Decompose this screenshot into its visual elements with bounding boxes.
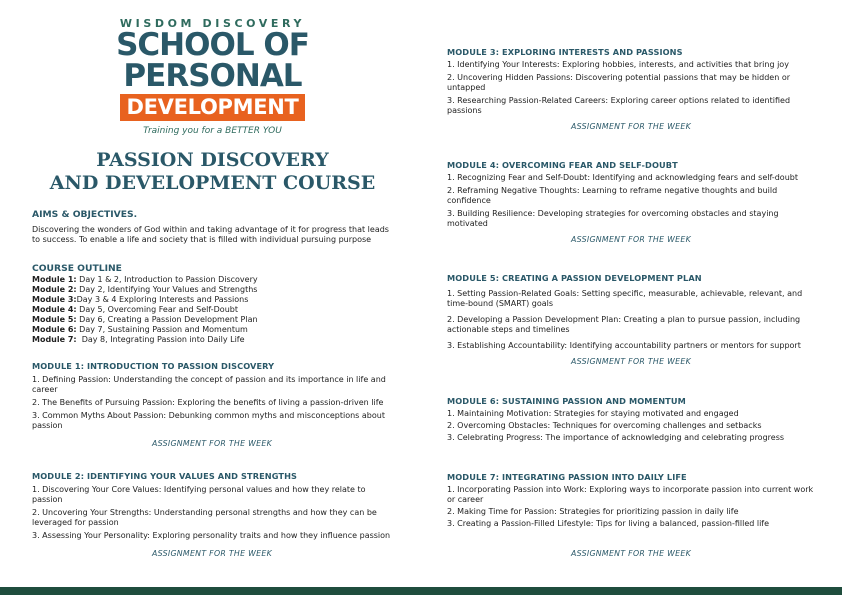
outline-module-text: Day 8, Integrating Passion into Daily Life bbox=[76, 335, 245, 344]
logo-line3: DEVELOPMENT bbox=[120, 94, 304, 121]
module-item: 1. Setting Passion-Related Goals: Setting specific, measurable, achievable, relevant, and time-bound (SMART) goals bbox=[447, 289, 803, 308]
course-title bbox=[40, 149, 385, 195]
module-item: 3. Assessing Your Personality: Exploring personality traits and how they influence passion bbox=[32, 531, 391, 540]
module-1-section bbox=[32, 361, 392, 448]
outline-row bbox=[32, 325, 392, 335]
aims-text: Discovering the wonders of God within and taking advantage of it for progress that leads to success. To enable a life and society that is filled with individual pursuing purpose bbox=[32, 225, 389, 244]
outline-list bbox=[32, 275, 392, 345]
outline-heading: COURSE OUTLINE bbox=[32, 263, 122, 274]
course-title-line2: AND DEVELOPMENT COURSE bbox=[49, 172, 376, 194]
module-item: 3. Building Resilience: Developing strategies for overcoming obstacles and staying motivated bbox=[447, 209, 779, 228]
assignment-label: ASSIGNMENT FOR THE WEEK bbox=[152, 439, 272, 448]
module-item: 2. Making Time for Passion: Strategies for prioritizing passion in daily life bbox=[447, 507, 739, 516]
outline-module-label: Module 6: bbox=[32, 325, 77, 334]
logo-line2: PERSONAL bbox=[123, 58, 302, 94]
outline-module-label: Module 4: bbox=[32, 305, 77, 314]
outline-row bbox=[32, 335, 392, 345]
assignment-label: ASSIGNMENT FOR THE WEEK bbox=[571, 357, 691, 366]
module-item: 3. Creating a Passion-Filled Lifestyle: Tips for living a balanced, passion-filled life bbox=[447, 519, 770, 528]
outline-module-label: Module 2: bbox=[32, 285, 77, 294]
module-item: 1. Incorporating Passion into Work: Exploring ways to incorporate passion into current work or career bbox=[447, 485, 814, 504]
outline-row bbox=[32, 285, 392, 295]
module-3-section bbox=[447, 47, 815, 131]
module-item: 2. Uncovering Hidden Passions: Discovering potential passions that may be hidden or untapped bbox=[447, 73, 790, 92]
assignment-label: ASSIGNMENT FOR THE WEEK bbox=[571, 235, 691, 244]
assignment-label: ASSIGNMENT FOR THE WEEK bbox=[571, 122, 691, 131]
outline-row bbox=[32, 305, 392, 315]
module-7-section bbox=[447, 472, 815, 558]
outline-module-text: Day 7, Sustaining Passion and Momentum bbox=[76, 325, 248, 334]
module-heading: MODULE 6: SUSTAINING PASSION AND MOMENTUM bbox=[447, 396, 686, 406]
module-item: 1. Identifying Your Interests: Exploring hobbies, interests, and activities that bring joy bbox=[447, 60, 789, 69]
module-item: 2. Overcoming Obstacles: Techniques for overcoming challenges and setbacks bbox=[447, 421, 762, 430]
school-logo bbox=[105, 17, 320, 136]
module-heading: MODULE 1: INTRODUCTION TO PASSION DISCOVERY bbox=[32, 361, 275, 371]
module-2-section bbox=[32, 471, 392, 558]
assignment-label: ASSIGNMENT FOR THE WEEK bbox=[152, 549, 272, 558]
module-heading: MODULE 7: INTEGRATING PASSION INTO DAILY LIFE bbox=[447, 472, 687, 482]
outline-module-label: Module 1: bbox=[32, 275, 77, 284]
outline-row bbox=[32, 315, 392, 325]
module-item: 2. The Benefits of Pursuing Passion: Exploring the benefits of living a passion-driven life bbox=[32, 398, 384, 407]
module-item: 1. Discovering Your Core Values: Identifying personal values and how they relate to passion bbox=[32, 485, 366, 504]
module-item: 1. Recognizing Fear and Self-Doubt: Identifying and acknowledging fears and self-doubt bbox=[447, 173, 798, 182]
outline-module-text: Day 6, Creating a Passion Development Plan bbox=[76, 315, 258, 324]
module-item: 3. Celebrating Progress: The importance of acknowledging and celebrating progress bbox=[447, 433, 785, 442]
module-heading: MODULE 2: IDENTIFYING YOUR VALUES AND STRENGTHS bbox=[32, 471, 298, 481]
module-heading: MODULE 4: OVERCOMING FEAR AND SELF-DOUBT bbox=[447, 160, 678, 170]
module-item: 1. Defining Passion: Understanding the concept of passion and its importance in life and career bbox=[32, 375, 386, 394]
aims-section bbox=[32, 209, 392, 245]
module-heading: MODULE 3: EXPLORING INTERESTS AND PASSIONS bbox=[447, 47, 683, 57]
module-item: 2. Uncovering Your Strengths: Understanding personal strengths and how they can be leveraged for passion bbox=[32, 508, 377, 527]
outline-row bbox=[32, 295, 392, 305]
outline-module-text: Day 5, Overcoming Fear and Self-Doubt bbox=[76, 305, 238, 314]
module-5-section bbox=[447, 273, 815, 366]
aims-heading: AIMS & OBJECTIVES. bbox=[32, 209, 138, 220]
module-heading: MODULE 5: CREATING A PASSION DEVELOPMENT PLAN bbox=[447, 273, 702, 283]
module-item: 3. Establishing Accountability: Identifying accountability partners or mentors for support bbox=[447, 341, 801, 350]
module-6-section bbox=[447, 396, 815, 443]
outline-section bbox=[32, 263, 392, 345]
outline-module-label: Module 5: bbox=[32, 315, 77, 324]
outline-module-text: Day 1 & 2, Introduction to Passion Discovery bbox=[76, 275, 258, 284]
module-item: 1. Maintaining Motivation: Strategies for staying motivated and engaged bbox=[447, 409, 739, 418]
module-4-section bbox=[447, 160, 815, 244]
outline-row bbox=[32, 275, 392, 285]
course-title-line1: PASSION DISCOVERY bbox=[96, 149, 329, 171]
module-item: 3. Common Myths About Passion: Debunking common myths and misconceptions about passion bbox=[32, 411, 385, 430]
outline-module-text: Day 3 & 4 Exploring Interests and Passions bbox=[76, 295, 249, 304]
footer-bar bbox=[0, 587, 842, 595]
assignment-label: ASSIGNMENT FOR THE WEEK bbox=[571, 549, 691, 558]
logo-top-text: WISDOM DISCOVERY bbox=[119, 17, 306, 30]
outline-module-label: Module 7: bbox=[32, 335, 77, 344]
logo-line1: SCHOOL OF bbox=[116, 27, 309, 63]
module-item: 2. Developing a Passion Development Plan: Creating a plan to pursue passion, including actionable steps and timelines bbox=[447, 315, 801, 334]
logo-tagline: Training you for a BETTER YOU bbox=[143, 126, 282, 136]
outline-module-label: Module 3: bbox=[32, 295, 77, 304]
module-item: 2. Reframing Negative Thoughts: Learning to reframe negative thoughts and build confidence bbox=[447, 186, 778, 205]
module-item: 3. Researching Passion-Related Careers: Exploring career options related to identified passions bbox=[447, 96, 791, 115]
outline-module-text: Day 2, Identifying Your Values and Strengths bbox=[76, 285, 258, 294]
